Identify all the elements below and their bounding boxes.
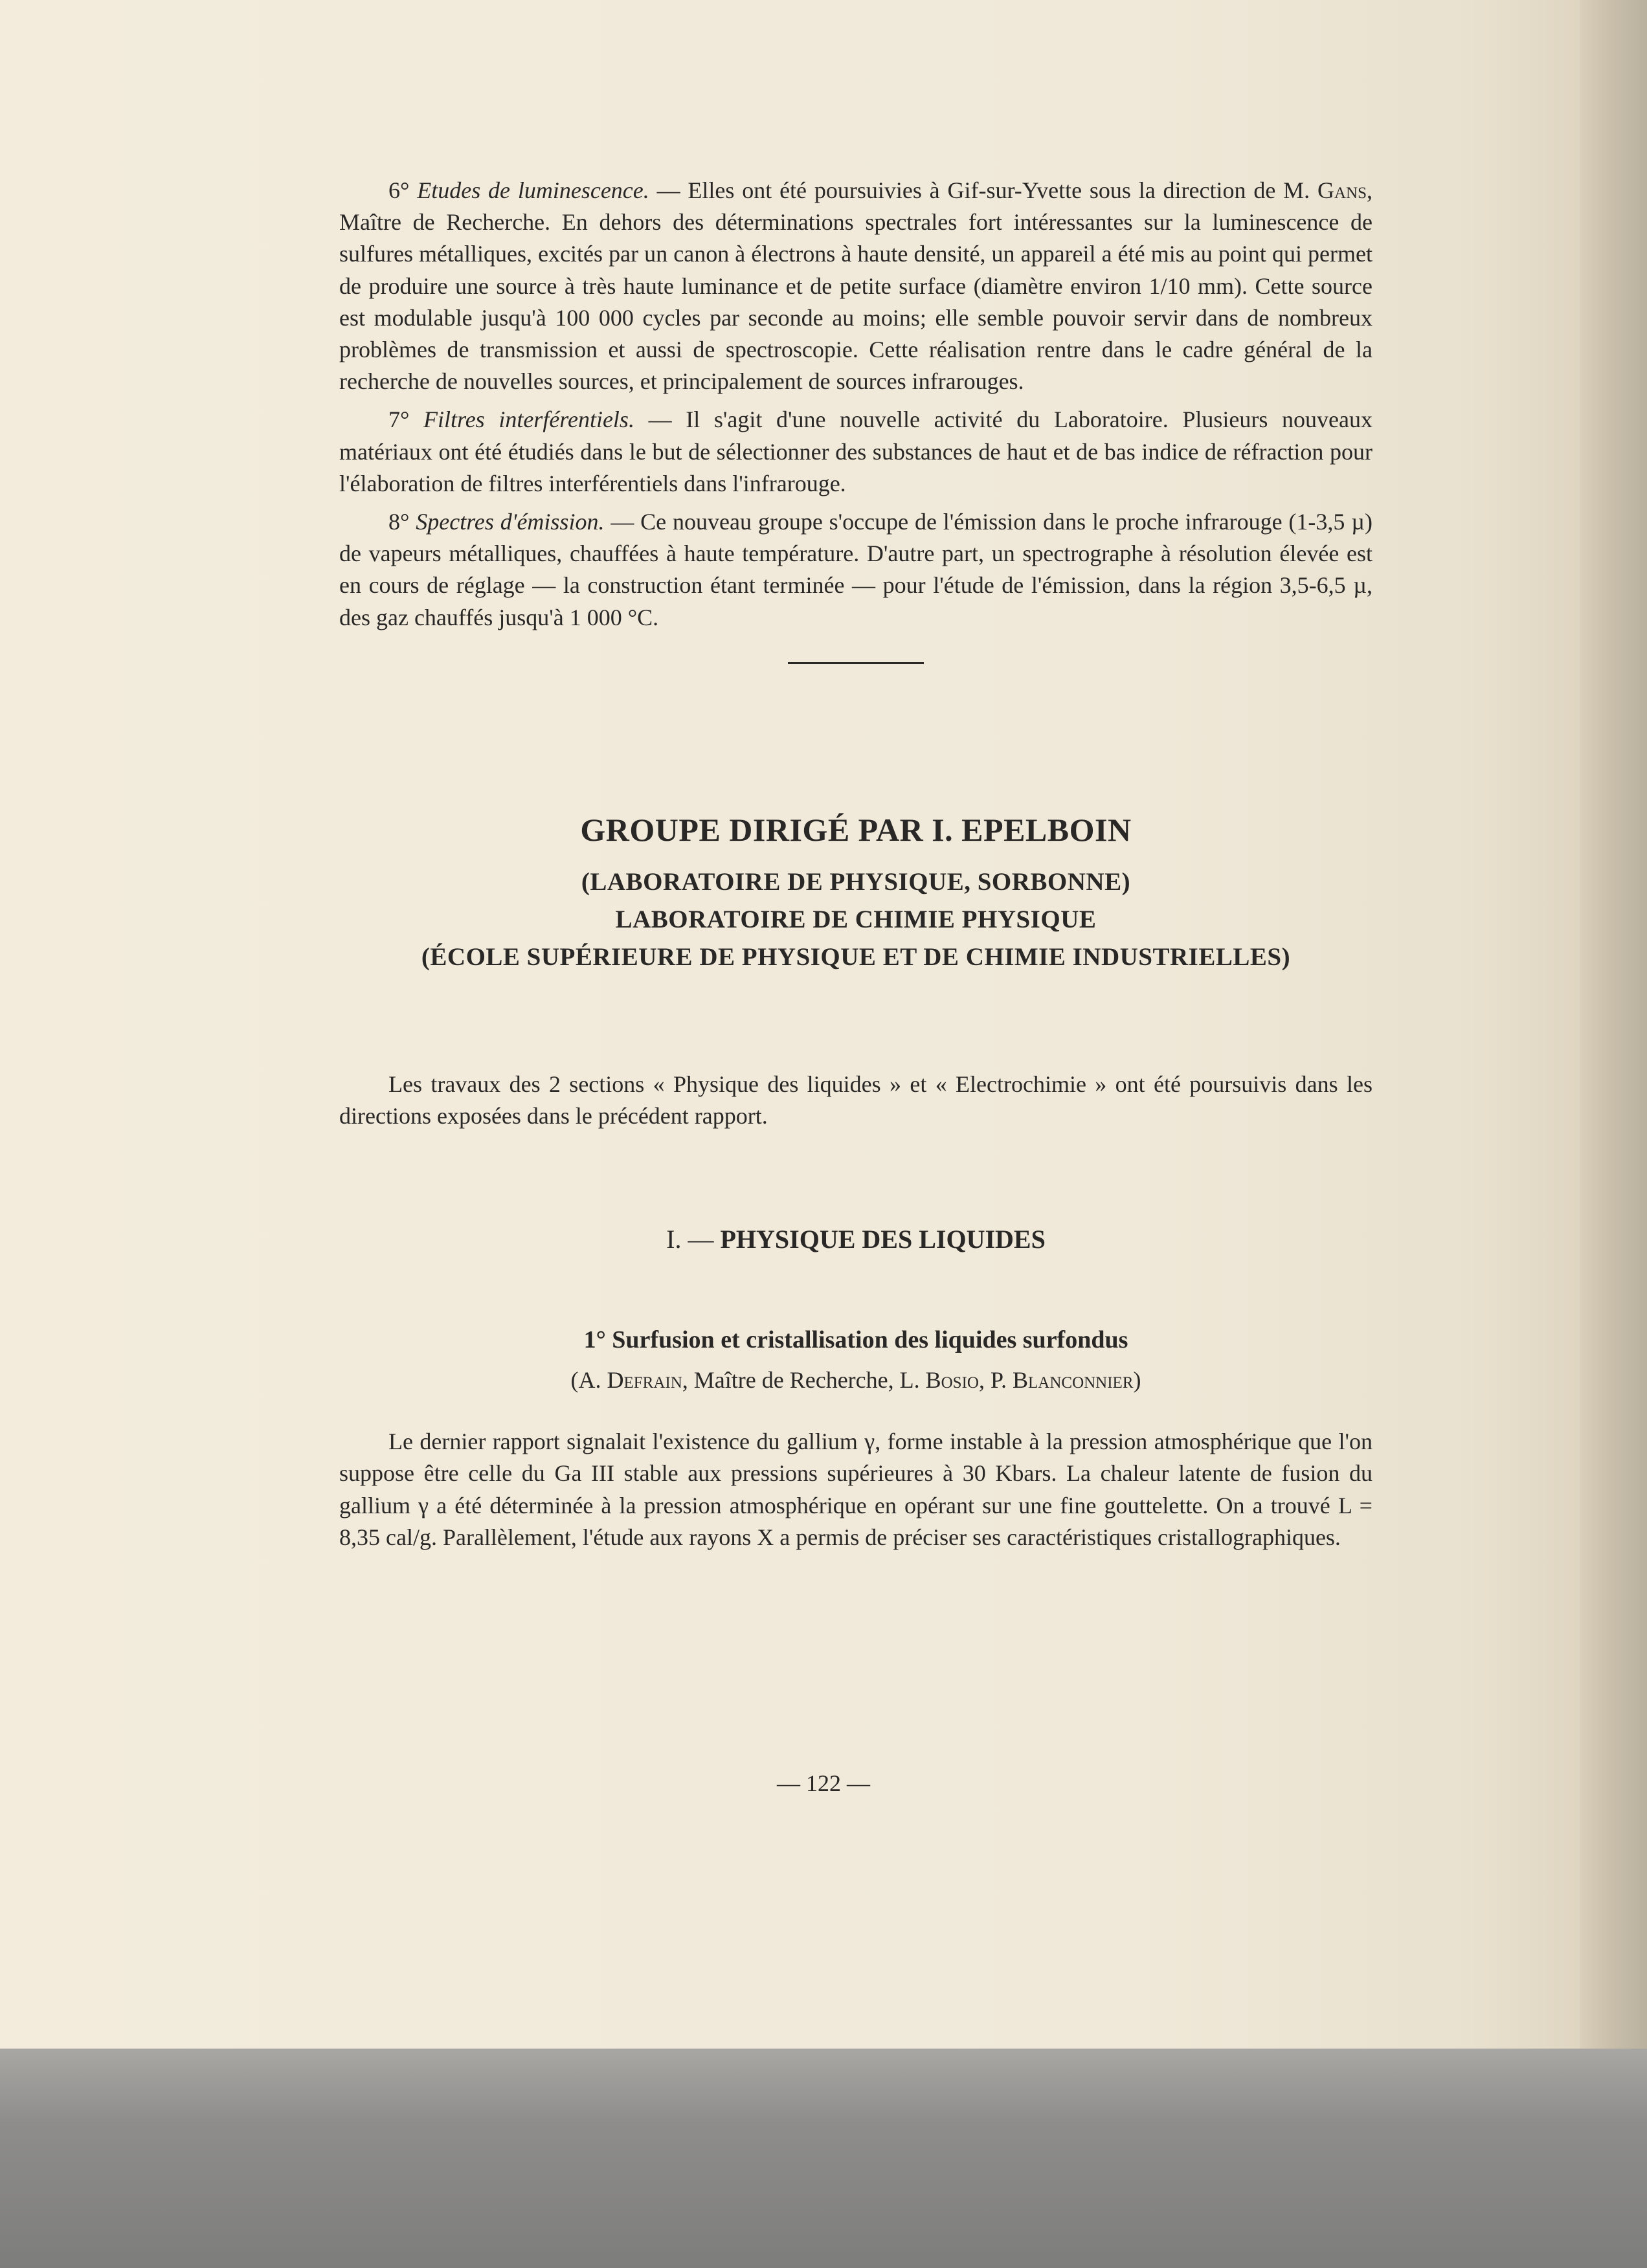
item-title: Spectres d'émission.: [416, 509, 605, 535]
subsection-heading: 1° Surfusion et cristallisation des liquides surfondus: [583, 1326, 1128, 1354]
section-title: PHYSIQUE DES LIQUIDES: [720, 1225, 1046, 1254]
paragraph-text: , Maître de Recherche. En dehors des déterminations spectrales fort intéressantes sur la luminescence de sulfures métalliques, excités par un canon à électrons à haute densité, un appareil a été mis au point qui permet de produire une source à très haute luminance et de petite surface (diamètre environ 1/10 mm). Cette source est modulable jusqu'à 100 000 cycles par seconde au moins; elle semble pouvoir servir dans de nombreux problèmes de transmission et aussi de spectroscopie. Cette réalisation rentre dans le cadre général de la recherche de nouvelles sources, et principalement de sources infrarouges.: [339, 177, 1372, 395]
page-edge-shadow: [1580, 0, 1647, 2049]
section-number: I. —: [666, 1225, 721, 1254]
paragraph-text: Ce nouveau groupe s'occupe de l'émission dans le proche infrarouge (1-3,5 µ) de vapeurs métalliques, chauffées à haute température. D'autre part, un spectrographe à résolution élevée est en cours de réglage — la construction étant terminée — pour l'étude de l'émission, dans la région 3,5-6,5 µ, des gaz chauffés jusqu'à 1 000 °C.: [339, 509, 1372, 630]
item-number: 6°: [388, 177, 418, 203]
paragraph-luminescence: [339, 175, 1372, 397]
item-number: 8°: [388, 509, 416, 535]
paragraph-text: Il s'agit d'une nouvelle activité du Laboratoire. Plusieurs nouveaux matériaux ont été étudiés dans le but de sélectionner des substances de haut et de bas indice de réfraction pour l'élaboration de filtres interférentiels dans l'infrarouge.: [339, 406, 1372, 496]
paragraph-filtres: [339, 404, 1372, 500]
item-title: Filtres interférentiels.: [423, 406, 634, 433]
item-number: 7°: [388, 406, 424, 433]
author-name: Blanconnier: [1013, 1367, 1134, 1394]
group-heading: GROUPE DIRIGÉ PAR I. EPELBOIN: [580, 811, 1132, 848]
author-name: Bosio: [925, 1367, 979, 1394]
page-content: [339, 175, 1372, 1553]
group-subheading-sorbonne: (LABORATOIRE DE PHYSIQUE, SORBONNE): [581, 867, 1131, 896]
dash: —: [634, 406, 686, 433]
scanner-background: [0, 2045, 1647, 2268]
dash: —: [649, 177, 688, 203]
authors-line: (A. Defrain, Maître de Recherche, L. Bosio, P. Blanconnier): [570, 1367, 1141, 1394]
group-subheading-ecole: (ÉCOLE SUPÉRIEURE DE PHYSIQUE ET DE CHIMIE INDUSTRIELLES): [421, 942, 1291, 971]
dash: —: [604, 509, 641, 535]
gallium-paragraph: Le dernier rapport signalait l'existence du gallium γ, forme instable à la pression atmosphérique que l'on suppose être celle du Ga III stable aux pressions supérieures à 30 Kbars. La chaleur latente de fusion du gallium γ a été déterminée à la pression atmosphérique en opérant sur une fine gouttelette. On a trouvé L = 8,35 cal/g. Parallèlement, l'étude aux rayons X a permis de préciser ses caractéristiques cristallographiques.: [339, 1429, 1372, 1550]
item-title: Etudes de luminescence.: [417, 177, 649, 203]
section-heading: [339, 1223, 1372, 1256]
person-name: Gans: [1317, 177, 1367, 203]
intro-paragraph: Les travaux des 2 sections « Physique des liquides » et « Electrochimie » ont été poursuivis dans les directions exposées dans le précédent rapport.: [339, 1071, 1372, 1129]
section-divider-rule: [788, 662, 924, 664]
page-number: — 122 —: [777, 1770, 870, 1796]
author-name: Defrain: [607, 1367, 682, 1394]
paragraph-text: Elles ont été poursuivies à Gif-sur-Yvette sous la direction de M.: [688, 177, 1317, 203]
paragraph-spectres: [339, 506, 1372, 634]
group-subheading-chimie: LABORATOIRE DE CHIMIE PHYSIQUE: [615, 905, 1097, 933]
